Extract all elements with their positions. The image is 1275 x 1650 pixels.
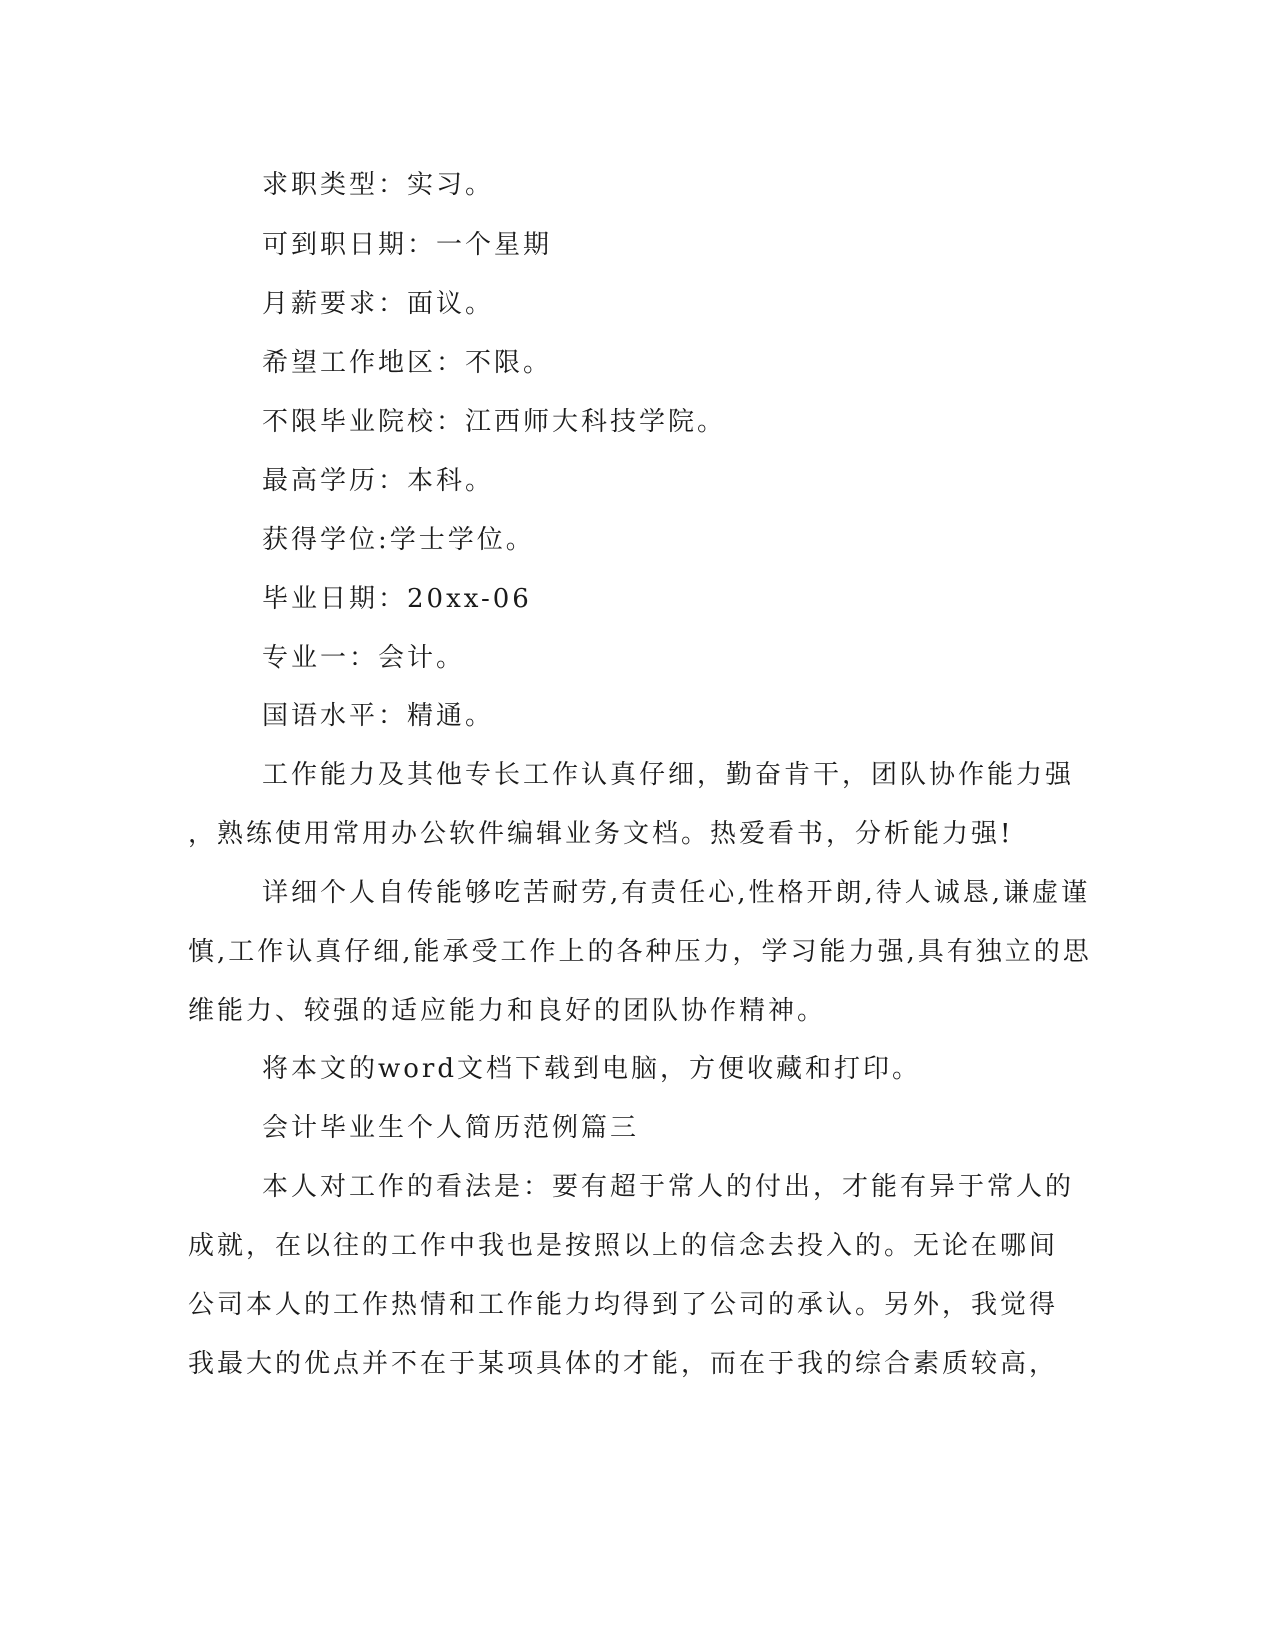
skills-paragraph-line-2: ，熟练使用常用办公软件编辑业务文档。热爱看书，分析能力强! (188, 819, 1014, 849)
bio-paragraph-line-1: 详细个人自传能够吃苦耐劳,有责任心,性格开朗,待人诚恳,谦虚谨 (262, 878, 1091, 908)
work-view-paragraph-line-3: 公司本人的工作热情和工作能力均得到了公司的承认。另外，我觉得 (188, 1290, 1059, 1320)
bio-paragraph-line-3: 维能力、较强的适应能力和良好的团队协作精神。 (188, 996, 827, 1026)
section-heading: 会计毕业生个人简历范例篇三 (262, 1113, 640, 1143)
bio-paragraph-line-2: 慎,工作认真仔细,能承受工作上的各种压力，学习能力强,具有独立的思 (188, 937, 1092, 967)
education-line: 最高学历：本科。 (262, 466, 495, 496)
download-note-line: 将本文的word文档下载到电脑，方便收藏和打印。 (262, 1054, 921, 1084)
language-line: 国语水平：精通。 (262, 701, 495, 731)
degree-line: 获得学位:学士学位。 (262, 525, 535, 555)
salary-line: 月薪要求：面议。 (262, 289, 495, 319)
job-type-line: 求职类型：实习。 (262, 170, 495, 200)
major-line: 专业一：会计。 (262, 643, 466, 673)
graduation-date-line: 毕业日期：20xx-06 (262, 584, 532, 614)
work-view-paragraph-line-4: 我最大的优点并不在于某项具体的才能，而在于我的综合素质较高， (188, 1349, 1059, 1379)
school-line: 不限毕业院校：江西师大科技学院。 (262, 407, 727, 437)
work-view-paragraph-line-1: 本人对工作的看法是：要有超于常人的付出，才能有异于常人的 (262, 1172, 1075, 1202)
work-view-paragraph-line-2: 成就，在以往的工作中我也是按照以上的信念去投入的。无论在哪间 (188, 1231, 1059, 1261)
skills-paragraph-line-1: 工作能力及其他专长工作认真仔细，勤奋肯干，团队协作能力强 (262, 760, 1075, 790)
work-region-line: 希望工作地区：不限。 (262, 348, 553, 378)
start-date-line: 可到职日期：一个星期 (262, 230, 553, 260)
